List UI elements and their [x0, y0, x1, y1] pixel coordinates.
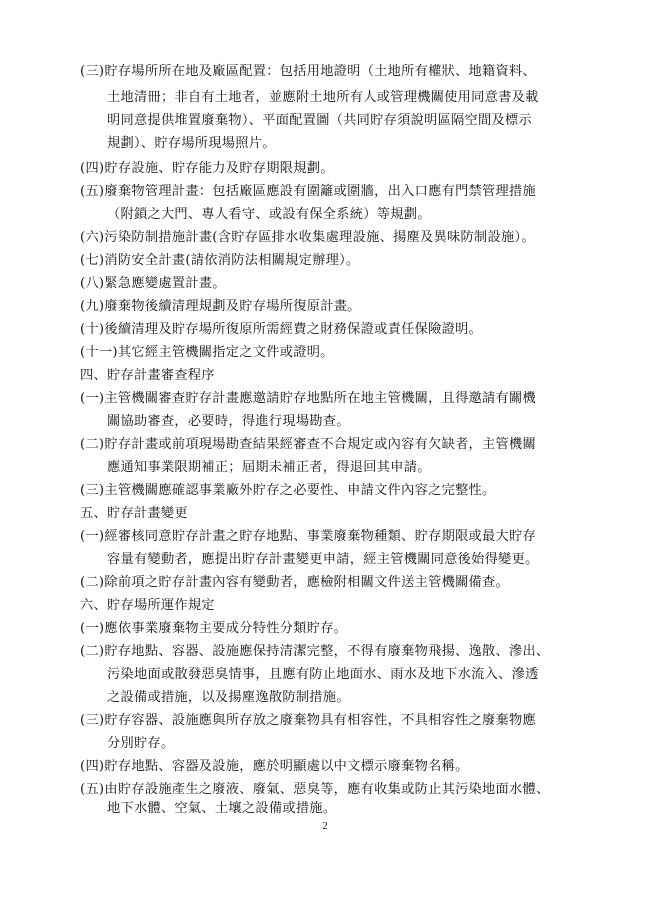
section-6-heading: 六、貯存場所運作規定: [80, 598, 215, 613]
list-marker: (二): [80, 575, 105, 590]
list-marker: (十): [80, 322, 105, 337]
item-text: 緊急應變處置計畫。: [104, 276, 226, 291]
item-6-5-line-2: 地下水體、空氣、土壤之設備或措施。: [107, 801, 337, 816]
item-3-9: [80, 298, 361, 316]
item-6-3-line-1: [80, 712, 536, 730]
item-text: 經審核同意貯存計畫之貯存地點、事業廢棄物種類、貯存期限或最大貯存: [104, 529, 536, 544]
item-3-8: [80, 275, 226, 293]
item-text: 貯存地點、容器及設施，應於明顯處以中文標示廢棄物名稱。: [104, 759, 469, 774]
item-text: 貯存場所所在地及廠區配置：包括用地證明（土地所有權狀、地籍資料、: [104, 64, 536, 79]
item-6-2-line-1: [80, 643, 549, 661]
item-5-1-line-1: [80, 528, 536, 546]
list-marker: (九): [80, 299, 105, 314]
item-text: 其它經主管機關指定之文件或證明。: [117, 345, 334, 360]
list-marker: (三): [80, 64, 105, 79]
list-marker: (三): [80, 483, 105, 498]
list-marker: (四): [80, 759, 105, 774]
item-text: 貯存地點、容器、設施應保持清潔完整，不得有廢棄物飛揚、逸散、滲出、: [104, 644, 550, 659]
item-3-3-line-3: 明同意提供堆置廢棄物）、平面配置圖（共同貯存須說明區隔空間及標示: [107, 113, 532, 128]
item-6-2-line-2: 污染地面或散發惡臭情事，且應有防止地面水、雨水及地下水流入、滲透: [107, 667, 539, 682]
item-3-7: [80, 252, 360, 270]
item-3-10: [80, 321, 482, 339]
list-marker: (七): [80, 253, 105, 268]
item-3-3-line-4: 規劃）、貯存場所現場照片。: [107, 136, 276, 151]
item-text: 貯存設施、貯存能力及貯存期限規劃。: [104, 161, 334, 176]
list-marker: (三): [80, 713, 105, 728]
item-text: 由貯存設施產生之廢液、廢氣、惡臭等，應有收集或防止其污染地面水體、: [104, 782, 550, 797]
item-5-1-line-2: 容量有變動者，應提出貯存計畫變更申請，經主管機關同意後始得變更。: [107, 552, 539, 567]
item-3-6: [80, 229, 535, 247]
list-marker: (一): [80, 621, 105, 636]
item-text: 後續清理及貯存場所復原所需經費之財務保證或責任保險證明。: [104, 322, 483, 337]
list-marker: (八): [80, 276, 105, 291]
list-marker: (二): [80, 644, 105, 659]
item-text: 污染防制措施計畫(含貯存區排水收集處理設施、揚塵及異味防制設施）。: [104, 230, 535, 245]
item-4-2-line-1: [80, 436, 536, 454]
item-text: 廢棄物管理計畫：包括廠區應設有圍籬或圍牆，出入口應有門禁管理措施: [104, 184, 536, 199]
list-marker: (二): [80, 437, 105, 452]
item-4-3: [80, 482, 496, 500]
section-4-heading: 四、貯存計畫審查程序: [80, 368, 215, 383]
item-text: 廢棄物後續清理規劃及貯存場所復原計畫。: [104, 299, 361, 314]
list-marker: (一): [80, 391, 105, 406]
item-6-1: [80, 620, 347, 638]
item-6-3-line-2: 分別貯存。: [107, 736, 175, 751]
list-marker: (十一): [80, 345, 118, 360]
item-3-5-line-1: [80, 183, 536, 201]
item-3-5-line-2: （附鎖之大門、專人看守、或設有保全系統）等規劃。: [107, 207, 431, 222]
item-4-1-line-1: [80, 390, 536, 408]
item-text: 貯存計畫或前項現場勘查結果經審查不合規定或內容有欠缺者，主管機關: [104, 437, 536, 452]
item-text: 主管機關審查貯存計畫應邀請貯存地點所在地主管機關，且得邀請有關機: [104, 391, 536, 406]
item-3-3-line-1: [80, 63, 536, 81]
item-text: 應依事業廢棄物主要成分特性分類貯存。: [104, 621, 348, 636]
item-text: 除前項之貯存計畫內容有變動者，應檢附相關文件送主管機關備查。: [104, 575, 510, 590]
list-marker: (五): [80, 782, 105, 797]
list-marker: (四): [80, 161, 105, 176]
item-text: 消防安全計畫(請依消防法相關規定辦理）。: [104, 253, 360, 268]
item-4-1-line-2: 關協助審查，必要時，得進行現場勘查。: [107, 414, 350, 429]
item-3-4: [80, 160, 334, 178]
item-4-2-line-2: 應通知事業限期補正；屆期未補正者，得退回其申請。: [107, 460, 431, 475]
item-text: 貯存容器、設施應與所存放之廢棄物具有相容性，不具相容性之廢棄物應: [104, 713, 536, 728]
page-number: 2: [322, 820, 328, 832]
list-marker: (五): [80, 184, 105, 199]
item-5-2: [80, 574, 509, 592]
section-5-heading: 五、貯存計畫變更: [80, 506, 188, 521]
item-3-3-line-2: 土地清冊；非自有土地者，並應附土地所有人或管理機關使用同意書及載: [107, 90, 539, 105]
item-6-4: [80, 758, 469, 776]
list-marker: (一): [80, 529, 105, 544]
item-text: 主管機關應確認事業廠外貯存之必要性、申請文件內容之完整性。: [104, 483, 496, 498]
item-6-2-line-3: 之設備或措施，以及揚塵逸散防制措施。: [107, 690, 350, 705]
list-marker: (六): [80, 230, 105, 245]
item-3-11: [80, 344, 334, 362]
item-6-5-line-1: [80, 781, 549, 799]
